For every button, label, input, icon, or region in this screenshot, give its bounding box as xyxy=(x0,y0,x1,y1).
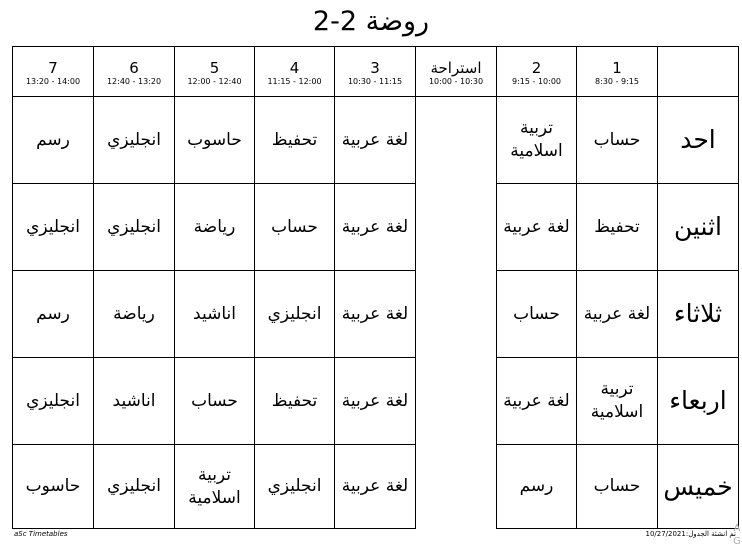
subject-label: لغة عربية xyxy=(341,129,409,150)
day-header xyxy=(658,184,739,271)
lesson-cell xyxy=(497,445,577,529)
lesson-cell xyxy=(94,271,175,358)
subject-label: انجليزي xyxy=(107,129,161,150)
lesson-cell xyxy=(13,184,94,271)
subject-label: انجليزي xyxy=(107,476,161,496)
period-time: 10:30 - 11:15 xyxy=(347,76,403,86)
break-cell xyxy=(416,184,497,271)
footer-credit: aSc Timetables xyxy=(14,530,68,538)
lesson-cell xyxy=(335,445,416,529)
day-name: اربعاء xyxy=(669,386,727,415)
lesson-cell xyxy=(175,184,255,271)
period-time: 11:15 - 12:00 xyxy=(267,76,322,86)
subject-label: لغة عربية xyxy=(341,303,409,324)
timetable xyxy=(12,46,739,529)
page-title: روضة 2-2 xyxy=(312,6,430,37)
day-row xyxy=(13,358,739,445)
subject-label: رياضة xyxy=(193,216,236,237)
lesson-cell xyxy=(577,271,658,358)
subject-label: لغة عربية xyxy=(341,476,409,496)
lesson-cell xyxy=(497,358,577,445)
period-header xyxy=(577,47,658,97)
lesson-cell xyxy=(335,184,416,271)
lesson-cell xyxy=(175,445,255,529)
subject-label: لغة عربية xyxy=(341,390,409,411)
period-number: استراحة xyxy=(430,58,482,77)
break-cell xyxy=(416,358,497,445)
period-time: 13:20 - 14:00 xyxy=(25,76,81,86)
subject-label: تحفيظ xyxy=(594,216,640,237)
day-name: خميس xyxy=(663,471,733,501)
subject-label: انجليزي xyxy=(26,390,80,411)
subject-label: انجليزي xyxy=(26,216,80,237)
lesson-cell xyxy=(13,271,94,358)
subject-label: تحفيظ xyxy=(271,129,318,150)
lesson-cell xyxy=(577,97,658,184)
subject-label: تحفيظ xyxy=(271,390,318,411)
subject-label: انجليزي xyxy=(267,303,322,324)
lesson-cell xyxy=(577,358,658,445)
day-row xyxy=(13,97,739,184)
lesson-cell xyxy=(577,445,658,529)
lesson-cell xyxy=(577,184,658,271)
break-cell xyxy=(416,445,497,529)
period-number: 7 xyxy=(48,58,58,77)
lesson-cell xyxy=(497,97,577,184)
lesson-cell xyxy=(335,97,416,184)
footer-created-date: تم انشئة الجدول:10/27/2021 xyxy=(645,530,736,538)
subject-label: حاسوب xyxy=(25,476,81,496)
period-header xyxy=(497,47,577,97)
corner-mark: A G xyxy=(733,523,741,547)
break-cell xyxy=(416,271,497,358)
lesson-cell xyxy=(175,358,255,445)
day-row xyxy=(13,184,739,271)
period-time: 12:40 - 13:20 xyxy=(106,76,162,86)
period-header xyxy=(94,47,175,97)
period-header xyxy=(175,47,255,97)
subject-label: تربية اسلامية xyxy=(590,379,644,422)
subject-label: حساب xyxy=(191,390,238,411)
subject-label: انجليزي xyxy=(267,476,322,496)
subject-label: لغة عربية xyxy=(341,216,409,237)
lesson-cell xyxy=(497,271,577,358)
period-number: 5 xyxy=(209,58,220,77)
subject-label: حساب xyxy=(593,129,641,150)
lesson-cell xyxy=(13,358,94,445)
period-header xyxy=(416,47,497,97)
day-header xyxy=(658,271,739,358)
subject-label: رسم xyxy=(519,476,554,496)
lesson-cell xyxy=(175,271,255,358)
period-number: 6 xyxy=(129,58,139,77)
period-header xyxy=(335,47,416,97)
subject-label: رسم xyxy=(36,129,70,150)
day-header xyxy=(658,358,739,445)
day-name: احد xyxy=(680,125,716,154)
lesson-cell xyxy=(335,271,416,358)
lesson-cell xyxy=(255,445,335,529)
subject-label: تربية اسلامية xyxy=(188,464,241,508)
period-header xyxy=(13,47,94,97)
lesson-cell xyxy=(255,97,335,184)
corner-cell xyxy=(658,47,739,97)
subject-label: انجليزي xyxy=(107,216,161,237)
period-time: 12:00 - 12:40 xyxy=(187,76,242,86)
day-header xyxy=(658,445,739,529)
lesson-cell xyxy=(94,358,175,445)
subject-label: تربية اسلامية xyxy=(510,118,563,161)
subject-label: رياضة xyxy=(113,303,155,324)
day-row xyxy=(13,445,739,529)
subject-label: حساب xyxy=(593,476,641,496)
subject-label: اناشيد xyxy=(193,303,236,324)
period-number: 3 xyxy=(370,58,380,77)
lesson-cell xyxy=(255,271,335,358)
break-cell xyxy=(416,97,497,184)
day-name: اثنين xyxy=(673,212,723,241)
lesson-cell xyxy=(94,184,175,271)
day-name: ثلاثاء xyxy=(673,299,723,328)
period-number: 2 xyxy=(531,58,542,77)
lesson-cell xyxy=(13,445,94,529)
period-time: 9:15 - 10:00 xyxy=(512,76,561,86)
subject-label: لغة عربية xyxy=(583,303,651,324)
subject-label: لغة عربية xyxy=(503,390,570,411)
lesson-cell xyxy=(255,184,335,271)
subject-label: رسم xyxy=(36,303,70,324)
lesson-cell xyxy=(94,97,175,184)
subject-label: لغة عربية xyxy=(503,216,570,237)
lesson-cell xyxy=(13,97,94,184)
header-row xyxy=(13,47,739,97)
lesson-cell xyxy=(335,358,416,445)
lesson-cell xyxy=(497,184,577,271)
subject-label: حساب xyxy=(271,216,318,237)
subject-label: اناشيد xyxy=(112,390,156,411)
period-number: 1 xyxy=(612,58,622,77)
period-time: 8:30 - 9:15 xyxy=(595,76,639,86)
period-number: 4 xyxy=(289,58,300,77)
period-time: 10:00 - 10:30 xyxy=(428,76,484,86)
day-header xyxy=(658,97,739,184)
subject-label: حساب xyxy=(513,303,560,324)
lesson-cell xyxy=(94,445,175,529)
subject-label: حاسوب xyxy=(187,129,242,150)
period-header xyxy=(255,47,335,97)
lesson-cell xyxy=(175,97,255,184)
day-row xyxy=(13,271,739,358)
lesson-cell xyxy=(255,358,335,445)
